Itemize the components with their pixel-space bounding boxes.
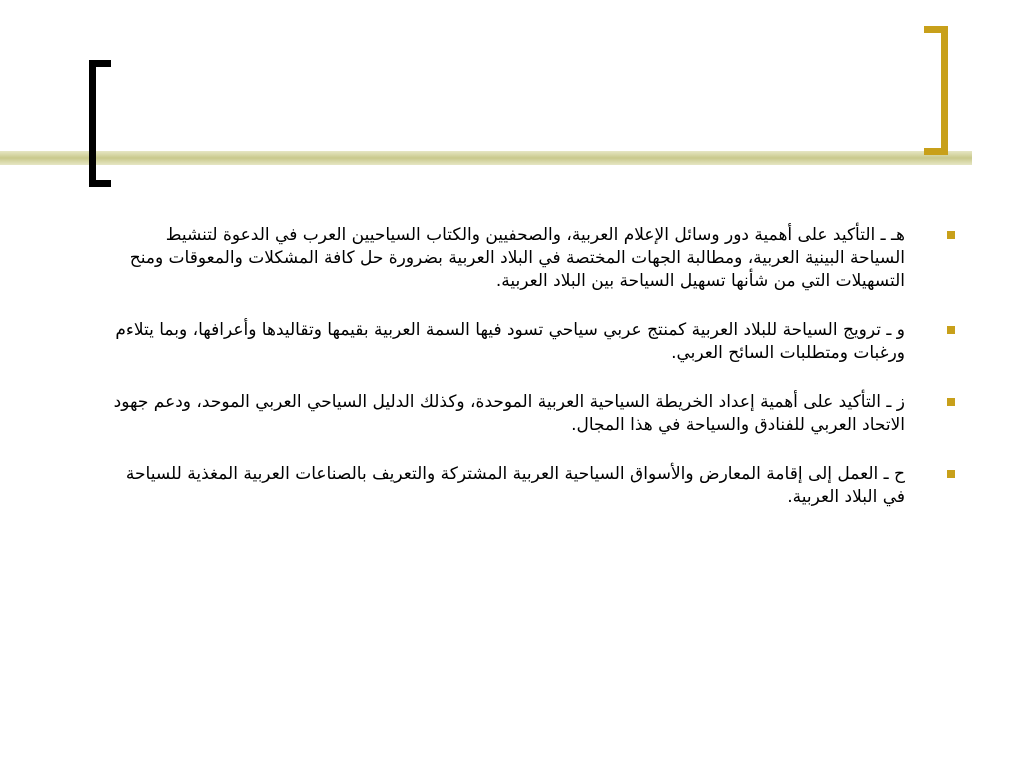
bullet-text: هـ ـ التأكيد على أهمية دور وسائل الإعلام العربية، والصحفيين والكتاب السياحيين العرب في الدعوة لتنشيط السياحة البينية العربية، ومطالبة الجهات المختصة في البلاد العربية بضرورة حل كافة المشكلات والمعوقات ومنح التسهيلات التي من شأنها تسهيل السياحة بين البلاد العربية. — [129, 225, 905, 291]
bullet-text: ز ـ التأكيد على أهمية إعداد الخريطة السياحية العربية الموحدة، وكذلك الدليل السياحي العربي الموحد، ودعم جهود الاتحاد العربي للفنادق والسياحة في هذا المجال. — [113, 392, 905, 435]
title-accent-line — [0, 151, 972, 165]
square-bullet-icon — [947, 326, 955, 334]
left-bracket-decoration — [89, 60, 111, 187]
square-bullet-icon — [947, 470, 955, 478]
square-bullet-icon — [947, 231, 955, 239]
bullet-list — [110, 224, 955, 535]
right-bracket-decoration — [924, 26, 948, 155]
bullet-text: و ـ ترويج السياحة للبلاد العربية كمنتج عربي سياحي تسود فيها السمة العربية بقيمها وتقاليدها وأعرافها، وبما يتلاءم ورغبات ومتطلبات السائح العربي. — [115, 320, 905, 363]
bullet-text: ح ـ العمل إلى إقامة المعارض والأسواق السياحية العربية المشتركة والتعريف بالصناعات العربية المغذية للسياحة في البلاد العربية. — [125, 464, 905, 507]
bullet-item-3 — [110, 391, 955, 437]
bullet-item-2 — [110, 319, 955, 365]
square-bullet-icon — [947, 398, 955, 406]
bullet-item-4 — [110, 463, 955, 509]
bullet-item-1 — [110, 224, 955, 293]
